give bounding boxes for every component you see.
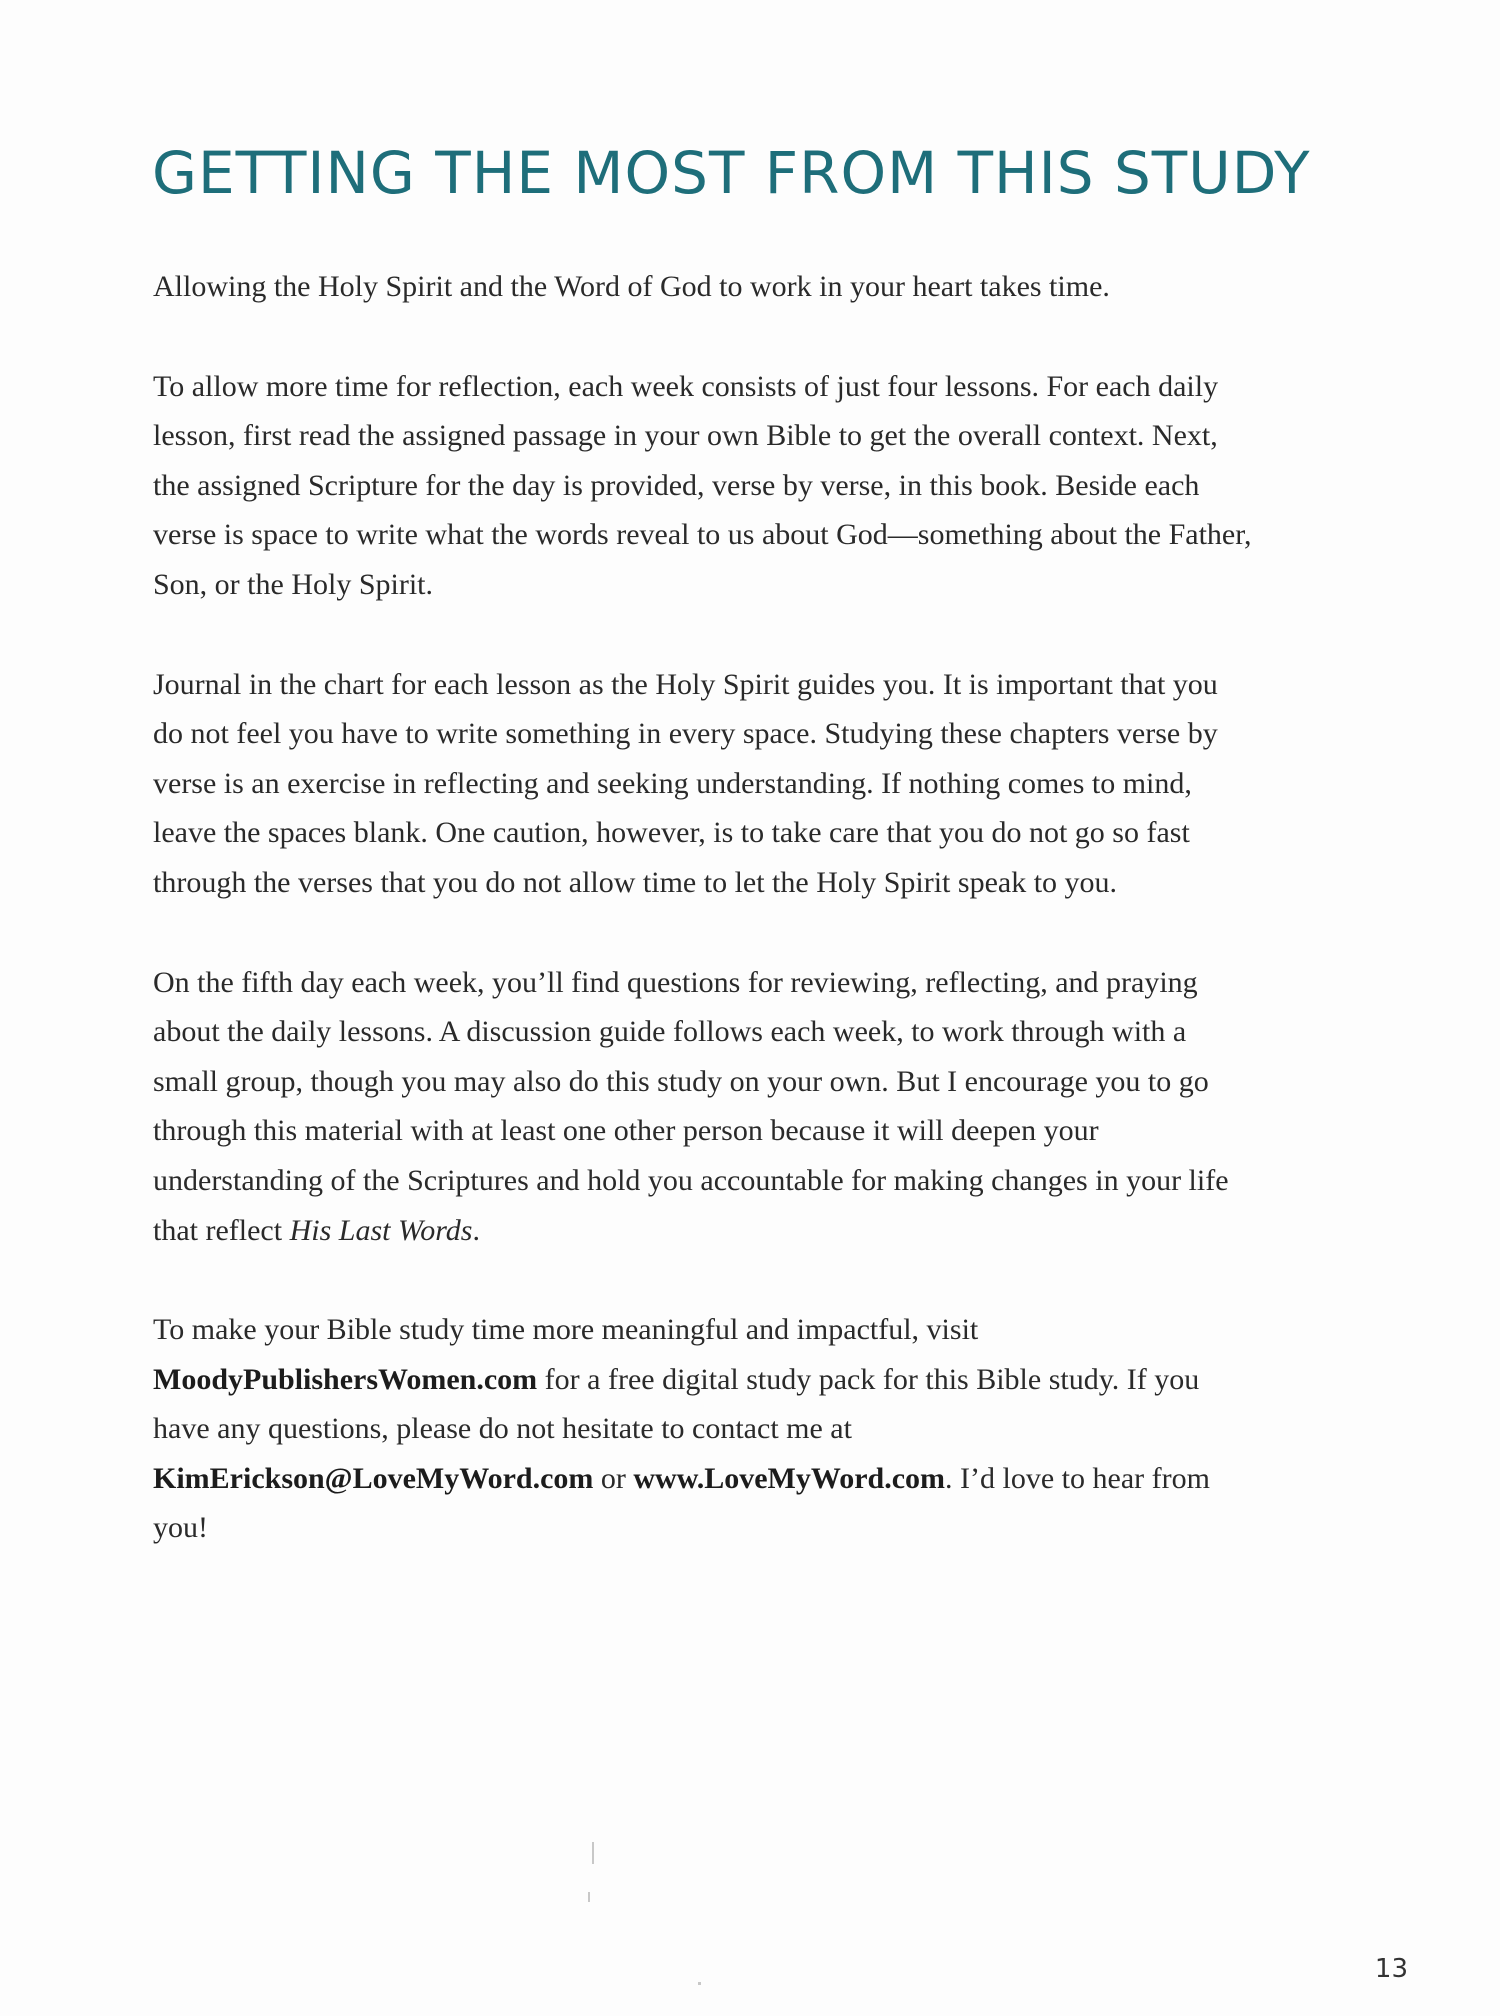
paragraph-contact-text-b: for a free digital study pack for this Bible study. If you have any questions, please do not hesitate to contact me at <box>153 1362 1200 1446</box>
author-email: KimErickson@LoveMyWord.com <box>153 1461 594 1495</box>
paragraph-fifth-day-end: . <box>472 1213 480 1247</box>
love-my-word-link: www.LoveMyWord.com <box>633 1461 946 1495</box>
paragraph-intro-text: Allowing the Holy Spirit and the Word of God to work in your heart takes time. <box>153 270 1110 303</box>
paragraph-fifth-day <box>153 958 1253 1256</box>
paragraph-contact-text-c: or <box>593 1461 634 1495</box>
paragraph-lessons-text: To allow more time for reflection, each week consists of just four lessons. For each daily lesson, first read the assigned passage in your own Bible to get the overall context. Next, the assigned Scripture for the day is provided, verse by verse, in this book. Beside each verse is space to write what the words reveal to us about God—something about the Father, Son, or the Holy Spirit. <box>153 369 1252 601</box>
paragraph-contact-text-d: . I’d love to hear from you! <box>153 1461 1210 1545</box>
paragraph-intro <box>153 262 1253 312</box>
book-title: His Last Words <box>289 1213 473 1247</box>
paragraph-contact-text-a: To make your Bible study time more meaningful and impactful, visit <box>153 1313 979 1347</box>
scan-mark <box>698 1982 701 1985</box>
paragraph-fifth-day-text: On the fifth day each week, you’ll find questions for reviewing, reflecting, and praying about the daily lessons. A discussion guide follows each week, to work through with a small group, though you may also do this study on your own. But I encourage you to go through this material with at least one other person because it will deepen your understanding of the Scriptures and hold you accountable for making changes in your life that reflect <box>153 965 1229 1247</box>
scan-mark <box>588 1892 590 1902</box>
page-number: 13 <box>1374 1954 1408 1984</box>
paragraph-contact <box>153 1305 1253 1553</box>
scan-mark <box>592 1842 594 1864</box>
paragraph-journal <box>153 660 1253 908</box>
page-title: GETTING THE MOST FROM THIS STUDY <box>152 139 1311 207</box>
paragraph-lessons <box>153 362 1253 610</box>
paragraph-journal-text: Journal in the chart for each lesson as the Holy Spirit guides you. It is important that you do not feel you have to write something in every space. Studying these chapters verse by verse is an exercise in reflecting and seeking understanding. If nothing comes to mind, leave the spaces blank. One caution, however, is to take care that you do not go so fast through the verses that you do not allow time to let the Holy Spirit speak to you. <box>153 667 1218 899</box>
body-text <box>153 262 1253 1603</box>
moody-publishers-link: MoodyPublishersWomen.com <box>153 1362 538 1396</box>
